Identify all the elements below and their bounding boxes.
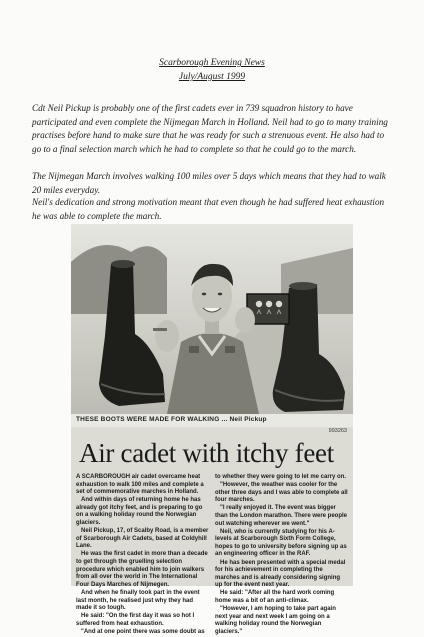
publication-name: Scarborough Evening News xyxy=(159,58,265,68)
article-paragraph: And when he finally took part in the event last month, he realised just why they had made it so tough. xyxy=(76,589,200,612)
photo-caption: THESE BOOTS WERE MADE FOR WALKING ... Neil Pickup xyxy=(76,416,267,423)
article-paragraph: "I really enjoyed it. The event was bigger than the London marathon. There were people out watching wherever we went." xyxy=(215,505,348,527)
article-paragraph: He said: "On the first day it was so hot I suffered from heat exhaustion. xyxy=(76,613,195,627)
photo-reference-number: 993263 xyxy=(328,428,347,434)
article-paragraph: A SCARBOROUGH air cadet overcame heat exhaustion to walk 100 miles and complete a set of commemorative marches in Holland. xyxy=(76,474,204,496)
publication-date: July/August 1999 xyxy=(178,72,246,82)
article-paragraph: He has been presented with a special medal for his achievement in completing the marches and is already considering signing up for the event next year. xyxy=(215,559,346,589)
article-paragraph: Neil Pickup, 17, of Scalby Road, is a member of Scarborough Air Cadets, based at Coldyhill Lane. xyxy=(76,528,209,550)
article-column-right xyxy=(215,474,349,637)
article-paragraph: "However, the weather was cooler for the other three days and I was able to complete all four marches. xyxy=(215,482,348,504)
intro-paragraph-1: Cdt Neil Pickup is probably one of the first cadets ever in 739 squadron history to have participated and even complete the Nijmegan March in Holland. Neil had to go to many training practises before hand to make sure that he was ready for such a strenuous event. He also had to go to a final selection march which he had to complete so that he could go to the march. xyxy=(32,103,388,154)
article-column-left xyxy=(76,474,210,637)
article-paragraph: "And at one point there was some doubt as xyxy=(81,628,205,635)
article-paragraph: And within days of returning home he has already got itchy feet, and is preparing to go on a walking holiday round the Norwegian glaciers. xyxy=(76,497,203,527)
article-paragraph: He was the first cadet in more than a decade to get through the gruelling selection procedure which enabled him to join walkers from all over the world in The International Four Days Marches of Nijmegen. xyxy=(76,551,208,588)
article-paragraph: to whether they were going to let me carry on. xyxy=(215,474,347,480)
intro-paragraph-2: The Nijmegan March involves walking 100 miles over 5 days which means that they had to walk 20 miles everyday. xyxy=(32,171,386,195)
newspaper-clipping xyxy=(71,224,353,635)
intro-paragraph-3: Neil's dedication and strong motivation meant that even though he had suffered heat exhaustion he was able to complete the march. xyxy=(32,197,385,221)
article-paragraph: "However, I am hoping to take part again next year and next week I am going on a walking holiday round the Norwegian glaciers." xyxy=(215,606,336,635)
article-paragraph: He said: "After all the hard work coming home was a bit of an anti-climax. xyxy=(215,590,335,604)
article-paragraph: Neil, who is currently studying for his A-levels at Scarborough Sixth Form College, hopes to go to university before signing up as an engineering officer in the RAF. xyxy=(215,528,347,558)
article-headline: Air cadet with itchy feet xyxy=(79,438,334,468)
cadet-photo xyxy=(71,224,353,414)
